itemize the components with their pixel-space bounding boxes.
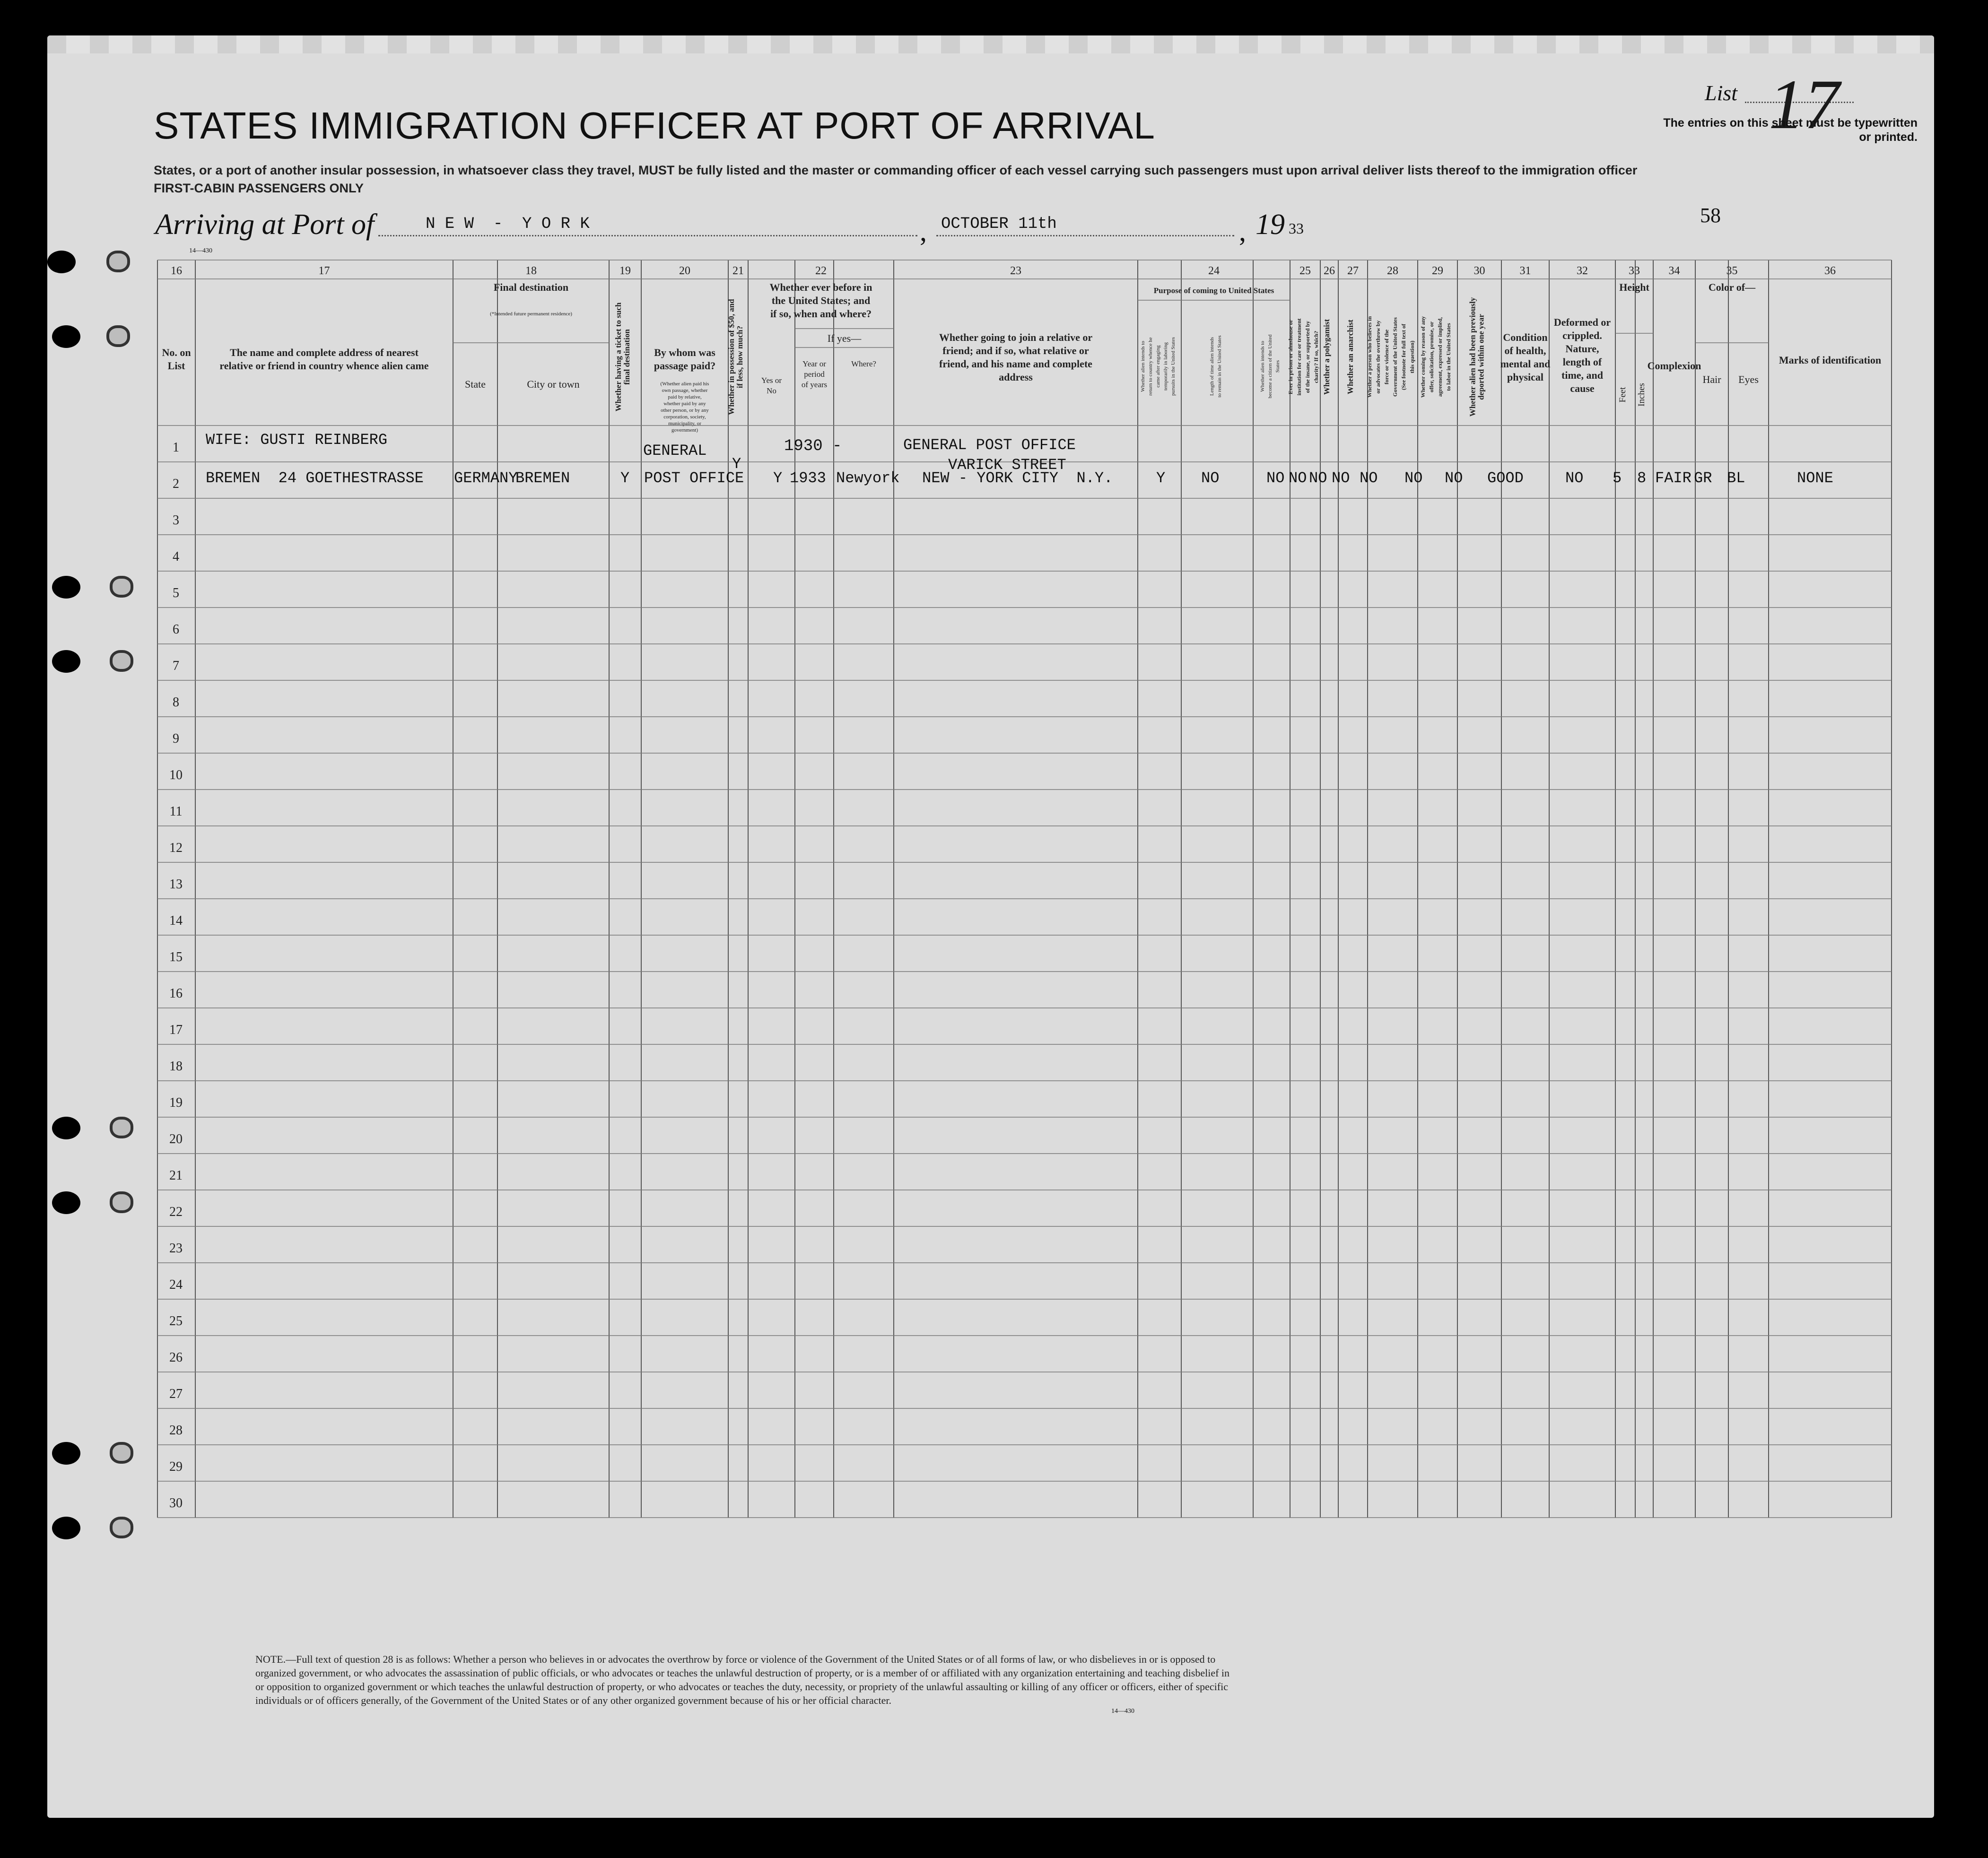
row-number: 4 <box>173 549 179 564</box>
row-number: 12 <box>169 841 183 855</box>
comma-2: , <box>1239 216 1246 247</box>
column-number: 33 <box>1629 265 1640 277</box>
arriving-label: Arriving at Port of <box>155 208 375 241</box>
subheader-text: become a citizen of the United <box>1267 334 1273 399</box>
column-header-text: Complexion <box>1647 360 1701 372</box>
binder-hole <box>52 325 80 348</box>
class-label: FIRST-CABIN PASSENGERS ONLY <box>154 181 364 195</box>
year-suffix: 33 <box>1289 220 1304 237</box>
subheader-text: period <box>804 370 825 379</box>
manifest-sheet <box>47 35 1934 1818</box>
column-header-text: of the insane, or supported by <box>1304 321 1311 393</box>
subheader-text: No <box>767 386 776 395</box>
column-number: 36 <box>1824 265 1836 277</box>
row-number: 3 <box>173 513 179 528</box>
column-number: 18 <box>525 265 537 277</box>
column-header-text: Height <box>1619 281 1649 293</box>
column-number: 28 <box>1387 265 1398 277</box>
entry-1-paid-by-2: POST OFFICE <box>644 469 744 487</box>
column-number: 19 <box>619 265 631 277</box>
column-header-text: The name and complete address of nearest <box>230 347 419 358</box>
entry-1-paid-by-1: GENERAL <box>643 442 707 460</box>
entry-1-before-where: Newyork <box>836 469 900 487</box>
column-header-text: Whether in possession of $50, and <box>727 299 736 415</box>
entry-1-state: GERMANY <box>454 469 518 487</box>
entry-1-hair: GR <box>1694 469 1712 487</box>
binder-clip <box>110 650 133 672</box>
binder-hole <box>52 650 80 673</box>
comma-1: , <box>920 216 927 247</box>
binder-clip <box>110 576 133 598</box>
column-header-text: offer, solicitation, promise, or <box>1428 321 1435 392</box>
column-number: 17 <box>318 265 330 277</box>
subheader-city: City or town <box>527 378 580 390</box>
binder-hole <box>47 251 76 273</box>
column-header-text: Whether going to join a relative or <box>939 331 1093 343</box>
footnote-form-number: 14—430 <box>1111 1708 1134 1715</box>
entry-1-before-yes-no: Y <box>773 469 783 487</box>
row-number: 13 <box>169 877 183 892</box>
row-number: 20 <box>169 1132 183 1146</box>
entry-1-health: GOOD <box>1487 469 1524 487</box>
binder-clip <box>110 1117 133 1138</box>
subheader-text: temporarily in laboring <box>1163 342 1168 391</box>
column-number: 34 <box>1668 265 1680 277</box>
column-header-text: By whom was <box>654 347 715 358</box>
column-header-text: Final destination <box>493 281 569 293</box>
subheader-state: State <box>465 378 486 390</box>
binder-clip <box>110 1517 133 1538</box>
column-header-text: Condition <box>1503 331 1548 343</box>
column-header-text: Whether having a ticket to such <box>614 302 623 412</box>
binder-clip <box>106 325 130 347</box>
row-number: 16 <box>169 986 183 1001</box>
column-header-text: mental and <box>1500 358 1551 370</box>
column-number: 31 <box>1519 265 1531 277</box>
entry-1-deported: NO <box>1445 469 1463 487</box>
column-number: 23 <box>1010 265 1021 277</box>
subheader-text: Whether alien intends to <box>1260 341 1265 392</box>
entry-1-length-of-stay: NO <box>1201 469 1220 487</box>
subheader-text: Inches <box>1637 383 1647 407</box>
subheader-text: Feet <box>1618 387 1628 403</box>
column-header-text: Purpose of coming to United States <box>1153 286 1274 295</box>
row-number: 22 <box>169 1205 183 1219</box>
entry-1-labor-offer: NO <box>1404 469 1423 487</box>
entry-1-join-2: VARICK STREET <box>948 456 1066 474</box>
column-header-text: Color of— <box>1708 281 1756 293</box>
column-number: 35 <box>1726 265 1738 277</box>
column-header-text: friend; and if so, what relative or <box>942 345 1089 356</box>
entry-1-before-years-2: 1933 <box>790 469 826 487</box>
column-header-text: time, and <box>1561 369 1603 381</box>
row-number: 14 <box>169 913 183 928</box>
column-header-note: municipality, or <box>668 421 701 426</box>
entry-1-relative-name: WIFE: GUSTI REINBERG <box>206 431 388 449</box>
subheader-text: to remain in the United States <box>1217 335 1222 398</box>
column-header-note: (Whether alien paid his <box>660 381 709 387</box>
subheader-text: pursuits in the United States <box>1170 337 1176 396</box>
typewritten-instruction: The entries on this sheet must be typewritten or printed. <box>1663 116 1918 144</box>
page-subtitle: States, or a port of another insular possession, in whatsoever class they travel, MUST be fully listed and the master or commanding officer of each vessel carrying such passengers must upon arrival deliver lists thereof to the immigration officer <box>154 163 1638 177</box>
column-number: 21 <box>732 265 744 277</box>
entry-1-citizen-intent: NO <box>1266 469 1285 487</box>
subheader-text: Year or <box>802 359 826 368</box>
column-header-text: address <box>999 371 1033 383</box>
column-header-text: Whether alien had been previously <box>1468 297 1477 417</box>
column-header-text: agreement, expressed or implied, <box>1437 317 1443 397</box>
entry-1-money: Y <box>732 455 741 473</box>
row-number: 11 <box>169 804 183 819</box>
column-header-text: physical <box>1507 371 1544 383</box>
row-number: 23 <box>169 1241 183 1256</box>
list-number-handwritten: 17 <box>1769 65 1840 144</box>
column-number: 25 <box>1299 265 1311 277</box>
column-header-text: Whether ever before in <box>769 281 872 293</box>
entry-1-anarchist: NO <box>1332 469 1350 487</box>
row-number: 26 <box>169 1350 183 1365</box>
row-number: 30 <box>169 1496 183 1511</box>
column-number: 24 <box>1208 265 1220 277</box>
column-number: 26 <box>1324 265 1335 277</box>
column-header-text: Whether a person who believes in <box>1366 316 1373 398</box>
row-number: 2 <box>173 477 179 491</box>
column-header-text: Government of the United States <box>1392 317 1398 397</box>
entry-1-complexion: FAIR <box>1655 469 1692 487</box>
row-number: 24 <box>169 1277 183 1292</box>
row-number: 15 <box>169 950 183 964</box>
column-header-text: List <box>167 360 185 372</box>
column-header-text: this question) <box>1409 340 1415 373</box>
entry-1-join-1: GENERAL POST OFFICE <box>903 436 1076 454</box>
column-header-text: Whether an anarchist <box>1346 319 1355 395</box>
row-number: 1 <box>173 440 179 455</box>
entry-1-overthrow: NO <box>1360 469 1378 487</box>
column-header-text: if so, when and where? <box>770 308 872 320</box>
row-number: 9 <box>173 731 179 746</box>
column-header-text: Whether coming by reason of any <box>1420 316 1426 398</box>
subheader-text: of years <box>801 380 828 389</box>
entry-1-city: BREMEN <box>515 469 570 487</box>
row-number: 6 <box>173 622 179 637</box>
column-number: 29 <box>1432 265 1443 277</box>
subheader-text: States <box>1275 360 1281 373</box>
column-header-note: government) <box>671 427 698 433</box>
entry-1-relative-address: BREMEN 24 GOETHESTRASSE <box>206 469 424 487</box>
subheader-text: Length of time alien intends <box>1209 337 1215 396</box>
date-value: OCTOBER 11th <box>941 215 1057 233</box>
entry-1-polygamist: NO <box>1309 469 1327 487</box>
column-header-text: charity? If so, which? <box>1313 330 1319 383</box>
column-header-text: Deformed or <box>1553 316 1611 328</box>
column-number: 22 <box>815 265 827 277</box>
form-number-top: 14—430 <box>189 247 212 254</box>
column-header-note: (*Intended future permanent residence) <box>490 311 572 317</box>
column-header-note: paid by relative, <box>668 394 702 400</box>
binder-clip <box>110 1191 133 1213</box>
row-number: 5 <box>173 586 179 600</box>
column-header-text: friend, and his name and complete <box>939 358 1092 370</box>
column-header-text: Ever in prison or almshouse or <box>1287 320 1294 394</box>
port-value: N E W - Y O R K <box>426 215 590 233</box>
column-header-text: relative or friend in country whence alien came <box>219 360 429 372</box>
column-header-text: (See footnote for full text of <box>1400 323 1407 391</box>
entry-1-marks: NONE <box>1797 469 1833 487</box>
subheader-text: came after engaging <box>1155 345 1161 388</box>
entry-1-before-years-1: 1930 - <box>784 437 842 455</box>
column-number: 16 <box>171 265 182 277</box>
column-header-text: Whether a polygamist <box>1322 319 1331 395</box>
row-number: 25 <box>169 1314 183 1328</box>
entry-1-return-intent: Y <box>1156 469 1166 487</box>
binder-clip <box>110 1442 133 1464</box>
row-number: 21 <box>169 1168 183 1183</box>
subheader-text: Whether alien intends to <box>1140 341 1146 392</box>
column-number: 27 <box>1347 265 1359 277</box>
column-number: 32 <box>1577 265 1588 277</box>
subheader-text: Where? <box>851 359 876 368</box>
column-header-text: force or violence of the <box>1383 329 1390 385</box>
column-header-text: institution for care or treatment <box>1296 318 1302 396</box>
column-header-text: passage paid? <box>654 360 716 372</box>
footnote: NOTE.—Full text of question 28 is as follows: Whether a person who believes in or advocates the overthrow by force or violence of the Government of the United States or of all forms of law, or who disbelieves in or is opposed to organized government, or who advocates the assassination of public officials, or who advocates or teaches the unlawful destruction of property, or is a member of or affiliated with any organization entertaining and teaching disbelief in or opposition to organized government or which teaches the unlawful destruction of property, or who advocates or teaches the duty, necessity, or propriety of the unlawful assaulting or killing of any officer or officers, either of specific individuals or of officers generally, of the Government of the United States or of any other organized government because of his or her official character. <box>255 1653 1230 1706</box>
page-title: STATES IMMIGRATION OFFICER AT PORT OF ARRIVAL <box>154 104 1155 147</box>
column-header-text: deported within one year <box>1476 314 1486 400</box>
column-header-note: other person, or by any <box>661 408 709 413</box>
row-number: 10 <box>169 768 183 782</box>
binder-hole <box>52 576 80 599</box>
binder-hole <box>52 1517 80 1539</box>
entry-1-deformed: NO <box>1565 469 1584 487</box>
column-header-text: crippled. <box>1562 330 1602 341</box>
row-number: 27 <box>169 1387 183 1401</box>
subheader-text: Yes or <box>761 376 782 385</box>
column-header-text: if less, how much? <box>735 325 744 389</box>
year-prefix: 19 <box>1256 208 1285 241</box>
binder-clip <box>106 251 130 272</box>
entry-1-feet: 5 <box>1613 469 1622 487</box>
column-header-note: own passage, whether <box>662 388 708 393</box>
subheader-text: return to country whence he <box>1148 337 1153 396</box>
column-header-note: whether paid by any <box>663 401 706 407</box>
subheader-text: Eyes <box>1738 373 1759 385</box>
subheader-text: Hair <box>1702 373 1721 385</box>
column-header-text: cause <box>1570 382 1595 394</box>
row-number: 8 <box>173 695 179 710</box>
binder-hole <box>52 1191 80 1214</box>
column-number: 20 <box>679 265 690 277</box>
sheet-number: 58 <box>1700 204 1721 227</box>
entry-1-prison: NO <box>1289 469 1307 487</box>
manifest-grid <box>47 35 1934 1818</box>
binder-hole <box>52 1442 80 1465</box>
row-number: 17 <box>169 1023 183 1037</box>
row-number: 19 <box>169 1095 183 1110</box>
row-number: 29 <box>169 1459 183 1474</box>
column-header-text: No. on <box>162 347 191 358</box>
column-header-text: of health, <box>1504 345 1546 356</box>
list-label: List <box>1705 81 1738 105</box>
entry-1-join-3: NEW - YORK CITY N.Y. <box>922 469 1113 487</box>
entry-1-eyes: BL <box>1727 469 1745 487</box>
entry-1-inches: 8 <box>1637 469 1647 487</box>
column-number: 30 <box>1474 265 1485 277</box>
row-number: 28 <box>169 1423 183 1438</box>
column-header-text: Nature, <box>1565 343 1599 355</box>
column-header-text: to labor in the United States <box>1445 323 1452 391</box>
row-number: 18 <box>169 1059 183 1074</box>
binder-hole <box>52 1117 80 1139</box>
subheader-if-yes: If yes— <box>827 332 862 344</box>
entry-1-ticket: Y <box>620 469 630 487</box>
column-header-text: final destination <box>622 329 631 385</box>
column-header-note: corporation, society, <box>663 414 706 420</box>
row-number: 7 <box>173 659 179 673</box>
column-header-text: or advocates the overthrow by <box>1375 320 1381 394</box>
column-header-text: the United States; and <box>771 295 871 306</box>
column-header-text: Marks of identification <box>1779 354 1882 366</box>
column-header-text: length of <box>1562 356 1602 368</box>
